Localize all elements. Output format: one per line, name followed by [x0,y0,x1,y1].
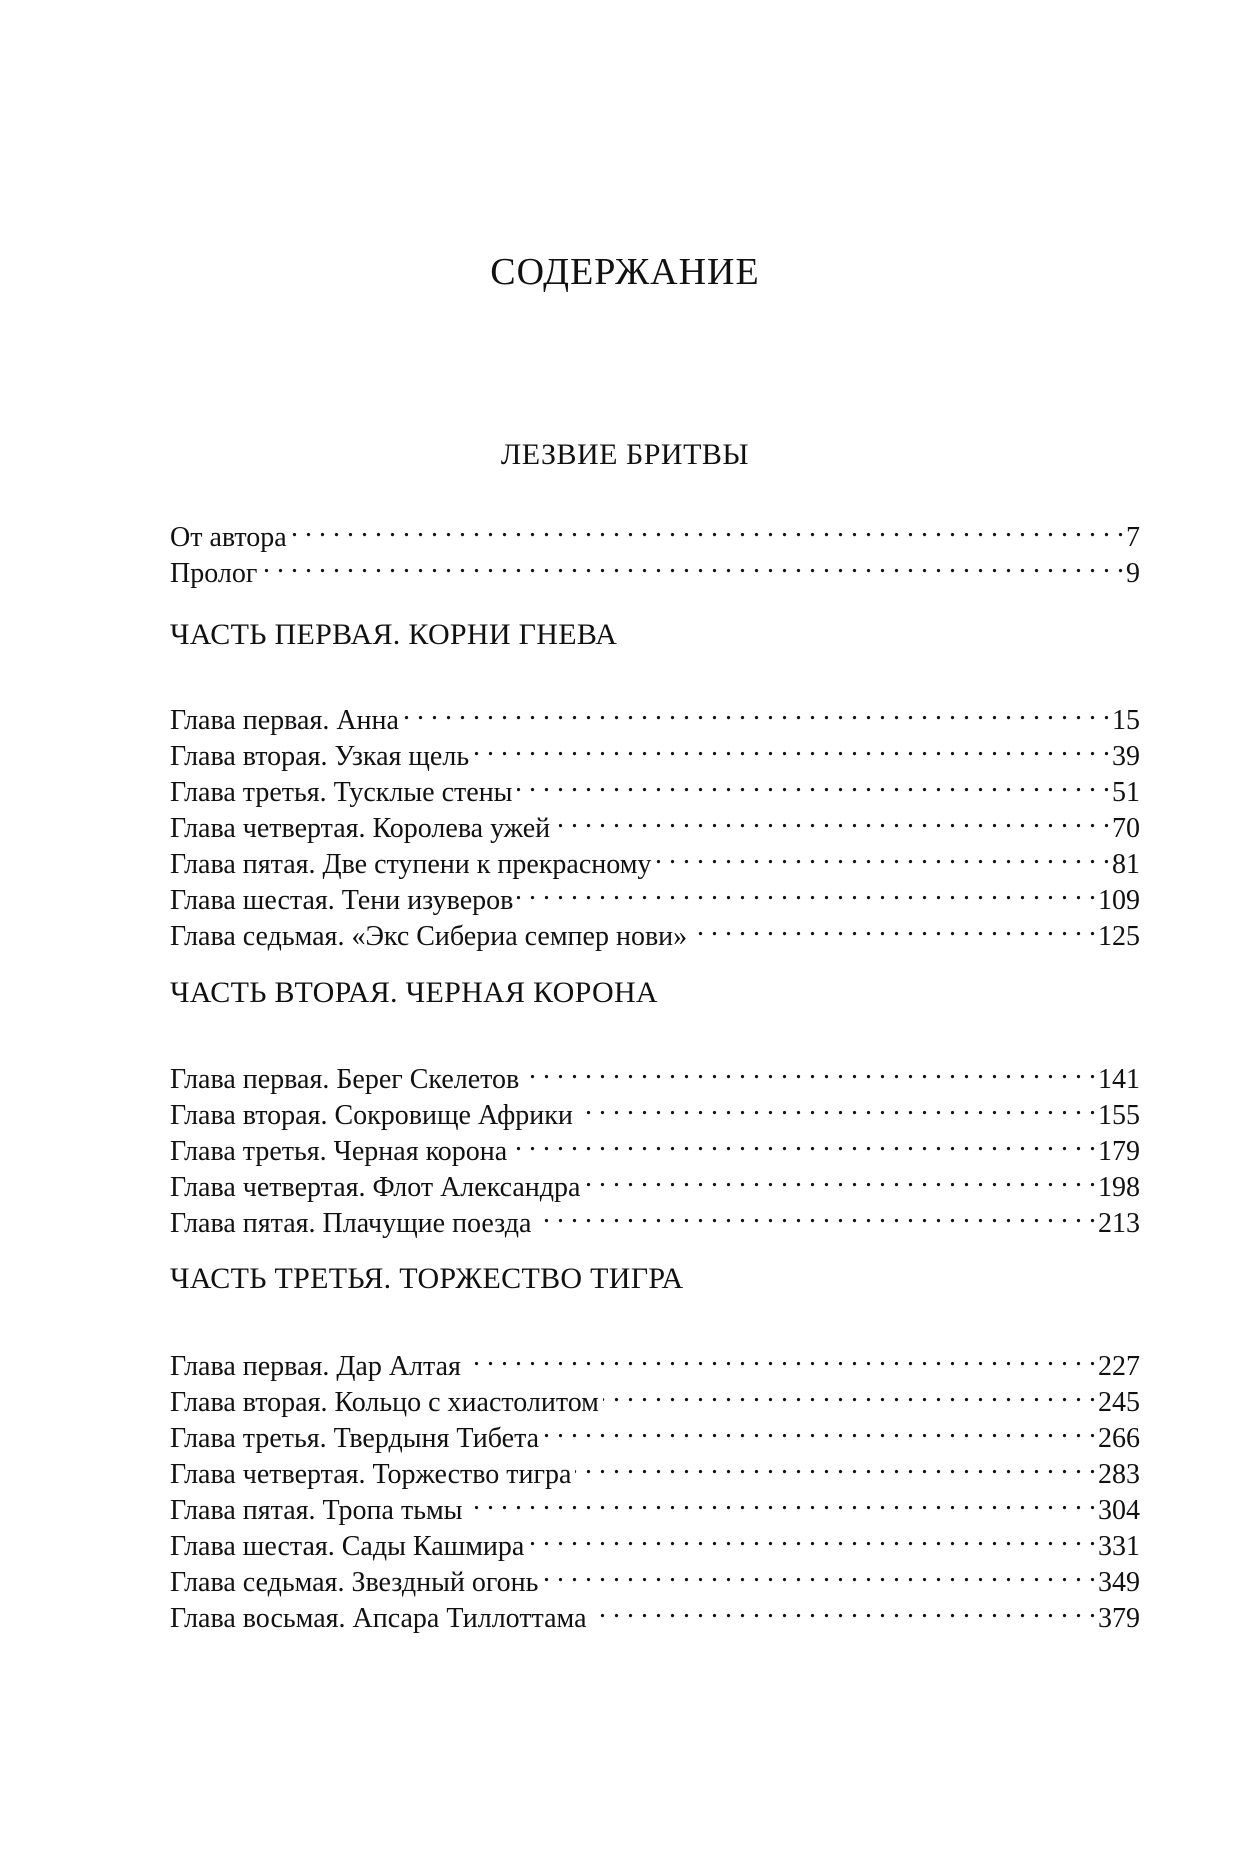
dot-leader [554,801,1110,837]
toc-entry-page-number: 51 [1112,777,1140,808]
toc-entry-title: Глава первая. Анна [170,705,399,736]
toc-entry-page-number: 155 [1098,1100,1140,1131]
toc-entry-title: Глава пятая. Плачущие поезда [170,1208,532,1239]
dot-leader [543,1411,1096,1447]
toc-entry-title: Глава пятая. Две ступени к прекрасному [170,849,652,880]
toc-entry-title: Пролог [170,558,258,589]
toc-entry-title: Глава седьмая. Звездный огонь [170,1567,539,1598]
toc-entry-page-number: 39 [1112,741,1140,772]
toc-entry-title: Глава седьмая. «Экс Сибериа семпер нови» [170,921,688,952]
toc-entry-page-number: 15 [1112,705,1140,736]
toc-entry-title: Глава третья. Черная корона [170,1136,508,1167]
dot-leader [591,1591,1096,1627]
dot-leader [528,1519,1096,1555]
toc-entry-title: Глава пятая. Тропа тьмы [170,1495,463,1526]
dot-leader [473,729,1110,765]
dot-leader [577,1088,1096,1124]
toc-entry-title: Глава шестая. Сады Кашмира [170,1531,525,1562]
front-matter-list [170,510,1140,589]
dot-leader [523,1052,1096,1088]
toc-entry-page-number: 349 [1098,1567,1140,1598]
toc-entry-title: Глава восьмая. Апсара Тиллоттама [170,1603,587,1634]
dot-leader [691,909,1096,945]
dot-leader [465,1339,1096,1375]
toc-entry-page-number: 304 [1098,1495,1140,1526]
toc-entry [170,693,1140,736]
dot-leader [517,765,1111,801]
toc-entry-page-number: 141 [1098,1064,1140,1095]
dot-leader [655,837,1110,873]
toc-entry [170,510,1140,553]
toc-entry-page-number: 213 [1098,1208,1140,1239]
toc-entry-page-number: 109 [1098,885,1140,916]
toc-entry-title: Глава вторая. Кольцо с хиастолитом [170,1387,599,1418]
part-heading-3: ЧАСТЬ ТРЕТЬЯ. ТОРЖЕСТВО ТИГРА [170,1262,684,1295]
toc-entry [170,1339,1140,1382]
toc-entry-page-number: 125 [1098,921,1140,952]
part-1-chapter-list [170,693,1140,952]
dot-leader [535,1196,1096,1232]
dot-leader [517,873,1096,909]
dot-leader [584,1160,1096,1196]
toc-entry [170,1052,1140,1095]
toc-entry-title: Глава вторая. Сокровище Африки [170,1100,573,1131]
toc-entry-page-number: 245 [1098,1387,1140,1418]
toc-entry-title: Глава первая. Берег Скелетов [170,1064,520,1095]
toc-entry-title: Глава первая. Дар Алтая [170,1351,461,1382]
dot-leader [603,1375,1096,1411]
toc-entry-page-number: 331 [1098,1531,1140,1562]
dot-leader [511,1124,1096,1160]
toc-entry-title: Глава четвертая. Торжество тигра [170,1459,572,1490]
toc-entry-page-number: 227 [1098,1351,1140,1382]
toc-entry-page-number: 179 [1098,1136,1140,1167]
toc-entry-page-number: 283 [1098,1459,1140,1490]
toc-entry-title: Глава шестая. Тени изуверов [170,885,514,916]
toc-entry-page-number: 9 [1126,558,1140,589]
part-heading-1: ЧАСТЬ ПЕРВАЯ. КОРНИ ГНЕВА [170,618,618,651]
part-heading-2: ЧАСТЬ ВТОРАЯ. ЧЕРНАЯ КОРОНА [170,976,658,1009]
toc-entry-page-number: 379 [1098,1603,1140,1634]
dot-leader [467,1483,1097,1519]
dot-leader [261,546,1124,582]
toc-entry [170,546,1140,589]
part-2-chapter-list [170,1052,1140,1239]
dot-leader [575,1447,1096,1483]
toc-entry-title: Глава третья. Тусклые стены [170,777,513,808]
toc-entry-page-number: 70 [1112,813,1140,844]
page-title: СОДЕРЖАНИЕ [490,251,760,293]
toc-entry-title: Глава вторая. Узкая щель [170,741,470,772]
dot-leader [542,1555,1096,1591]
part-3-chapter-list [170,1339,1140,1634]
toc-entry-page-number: 81 [1112,849,1140,880]
toc-entry-page-number: 198 [1098,1172,1140,1203]
toc-entry-page-number: 266 [1098,1423,1140,1454]
toc-entry-page-number: 7 [1126,522,1140,553]
toc-entry-title: Глава третья. Твердыня Тибета [170,1423,540,1454]
dot-leader [291,510,1124,546]
book-title: ЛЕЗВИЕ БРИТВЫ [500,438,750,471]
toc-entry-title: Глава четвертая. Флот Александра [170,1172,581,1203]
toc-entry-title: Глава четвертая. Королева ужей [170,813,551,844]
toc-entry-title: От автора [170,522,287,553]
dot-leader [403,693,1110,729]
